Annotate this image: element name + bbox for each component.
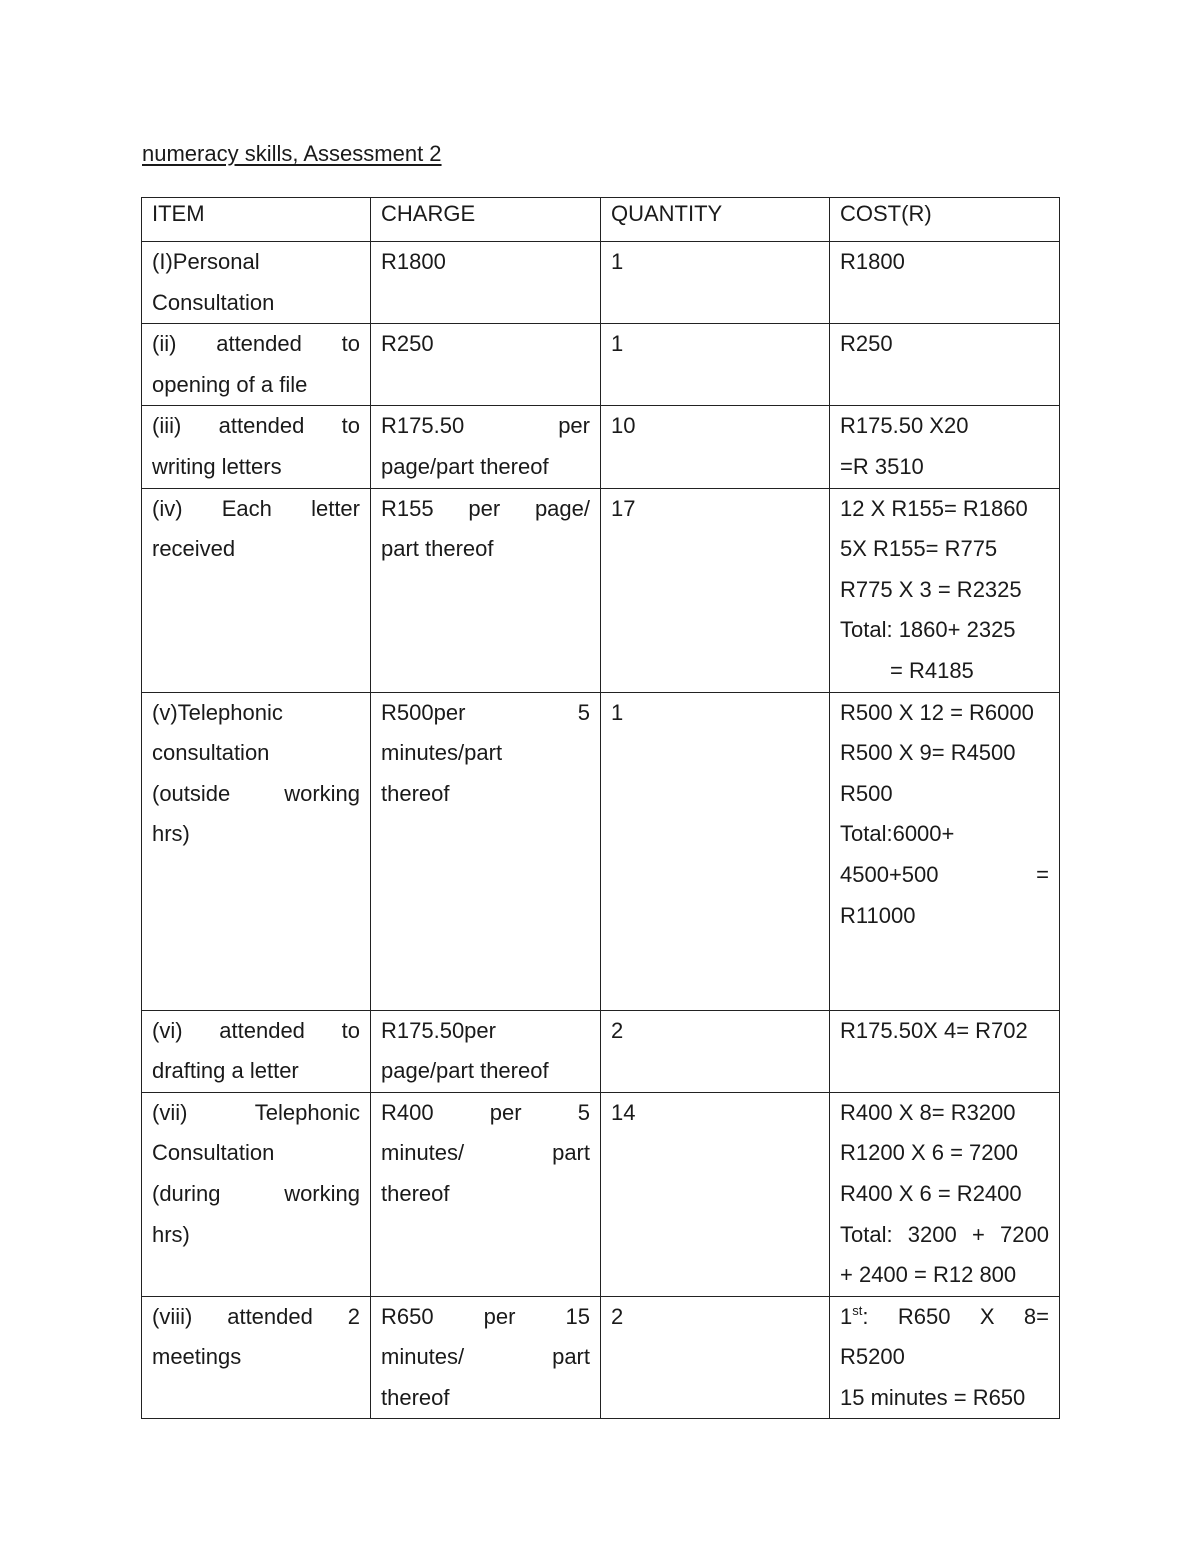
cell-line: thereof xyxy=(381,1180,450,1206)
item-cell xyxy=(142,406,371,488)
item-cell xyxy=(142,488,371,692)
cell-line: R11000 xyxy=(840,902,916,928)
cell-line: meetings xyxy=(152,1344,242,1370)
cost-cell xyxy=(830,1010,1060,1092)
cell-line: R500per 5 xyxy=(381,699,590,725)
cell-line: R250 xyxy=(381,331,434,357)
cell-line: R400 per 5 xyxy=(381,1099,590,1125)
cell-line: consultation xyxy=(152,740,270,766)
quantity-cell: 1 xyxy=(601,242,830,324)
table-row xyxy=(142,406,1060,488)
cell-line: (I)Personal xyxy=(152,249,260,274)
table-row xyxy=(142,488,1060,692)
cell-line: (iii) attended to xyxy=(152,413,360,439)
cell-line: Total: 3200 + 7200 xyxy=(840,1221,1049,1247)
cell-line: (outside working xyxy=(152,780,360,806)
cell-line: R155 per page/ xyxy=(381,495,590,521)
cell-line: R400 X 8= R3200 xyxy=(840,1099,1016,1125)
cell-line: minutes/ part xyxy=(381,1140,590,1166)
cell-line: (viii) attended 2 xyxy=(152,1303,360,1329)
cost-cell xyxy=(830,1296,1060,1419)
item-cell xyxy=(142,324,371,406)
charge-cell xyxy=(371,1092,601,1296)
cost-cell xyxy=(830,406,1060,488)
cell-line: R1200 X 6 = 7200 xyxy=(840,1140,1018,1166)
cost-table xyxy=(141,197,1060,1419)
cell-line: (ii) attended to xyxy=(152,331,360,357)
cell-line: received xyxy=(152,536,236,562)
quantity-cell: 2 xyxy=(601,1296,830,1419)
quantity-cell: 1 xyxy=(601,692,830,1010)
item-cell xyxy=(142,692,371,1010)
cell-line: 15 minutes = R650 xyxy=(840,1384,1026,1410)
charge-cell xyxy=(371,242,601,324)
quantity-cell: 10 xyxy=(601,406,830,488)
charge-cell xyxy=(371,1296,601,1419)
cell-line: R400 X 6 = R2400 xyxy=(840,1180,1022,1206)
item-cell xyxy=(142,1296,371,1419)
cell-line: R175.50 X20 xyxy=(840,413,969,439)
cell-line: thereof xyxy=(381,780,450,806)
table-row xyxy=(142,1296,1060,1419)
cell-line: part thereof xyxy=(381,536,494,562)
ordinal-prefix: 1 xyxy=(840,1303,853,1329)
table-header-row xyxy=(142,198,1060,242)
cell-line: 5X R155= R775 xyxy=(840,536,998,562)
cell-line: R500 X 12 = R6000 xyxy=(840,699,1034,725)
header-quantity: QUANTITY xyxy=(601,198,830,242)
cell-line: (v)Telephonic xyxy=(152,699,283,725)
cell-line: R175.50per xyxy=(381,1017,496,1043)
cell-line: = R4185 xyxy=(890,657,974,683)
charge-cell xyxy=(371,406,601,488)
cell-line: Total: 1860+ 2325 xyxy=(840,617,1016,643)
cell-line: Total:6000+ xyxy=(840,821,955,847)
cell-line: =R 3510 xyxy=(840,453,924,479)
cell-line: minutes/part xyxy=(381,740,503,766)
cost-cell xyxy=(830,1092,1060,1296)
cell-line: R175.50 per xyxy=(381,413,590,439)
cell-line: page/part thereof xyxy=(381,1058,549,1084)
cell-line: 4500+500 = xyxy=(840,861,1049,887)
cell-line: R175.50X 4= R702 xyxy=(840,1017,1028,1043)
charge-cell xyxy=(371,692,601,1010)
quantity-cell: 14 xyxy=(601,1092,830,1296)
cost-cell xyxy=(830,242,1060,324)
cell-line: drafting a letter xyxy=(152,1058,299,1084)
cell-line: + 2400 = R12 800 xyxy=(840,1262,1017,1288)
quantity-cell: 17 xyxy=(601,488,830,692)
charge-cell xyxy=(371,324,601,406)
quantity-cell: 2 xyxy=(601,1010,830,1092)
cell-line: Consultation xyxy=(152,1140,275,1166)
cell-line: Consultation xyxy=(152,289,275,315)
cell-line: hrs) xyxy=(152,821,190,847)
table-row xyxy=(142,242,1060,324)
cell-line: (vi) attended to xyxy=(152,1017,360,1043)
cell-line: R250 xyxy=(840,331,893,357)
cell-line: 12 X R155= R1860 xyxy=(840,495,1028,521)
header-charge: CHARGE xyxy=(371,198,601,242)
cell-line: R650 per 15 xyxy=(381,1303,590,1329)
cell-line: minutes/ part xyxy=(381,1344,590,1370)
cell-line: page/part thereof xyxy=(381,453,549,479)
cell-line: R5200 xyxy=(840,1344,905,1370)
cost-cell xyxy=(830,324,1060,406)
charge-cell xyxy=(371,1010,601,1092)
charge-cell xyxy=(371,488,601,692)
item-cell xyxy=(142,1010,371,1092)
item-cell xyxy=(142,242,371,324)
cell-line: R1800 xyxy=(840,249,905,274)
cell-line: R1800 xyxy=(381,249,446,274)
cell-line: hrs) xyxy=(152,1221,190,1247)
cost-cell xyxy=(830,488,1060,692)
cell-line: R500 xyxy=(840,780,893,806)
table-row xyxy=(142,1092,1060,1296)
quantity-cell: 1 xyxy=(601,324,830,406)
header-cost: COST(R) xyxy=(830,198,1060,242)
document-title: numeracy skills, Assessment 2 xyxy=(142,141,442,166)
cell-line: R500 X 9= R4500 xyxy=(840,740,1016,766)
cell-line: (during working xyxy=(152,1180,360,1206)
cell-line: opening of a file xyxy=(152,371,308,397)
cell-line: writing letters xyxy=(152,453,282,479)
table-row xyxy=(142,1010,1060,1092)
cell-line: (iv) Each letter xyxy=(152,495,360,521)
ordinal-rest: : R650 X 8= xyxy=(862,1303,1049,1329)
cell-line: thereof xyxy=(381,1384,450,1410)
cell-line: R775 X 3 = R2325 xyxy=(840,576,1022,602)
cost-cell xyxy=(830,692,1060,1010)
table-row xyxy=(142,324,1060,406)
table-row xyxy=(142,692,1060,1010)
item-cell xyxy=(142,1092,371,1296)
ordinal-suffix: st xyxy=(852,1302,863,1318)
cell-line: (vii) Telephonic xyxy=(152,1099,360,1125)
cell-line xyxy=(840,1297,1049,1338)
header-item: ITEM xyxy=(142,198,371,242)
